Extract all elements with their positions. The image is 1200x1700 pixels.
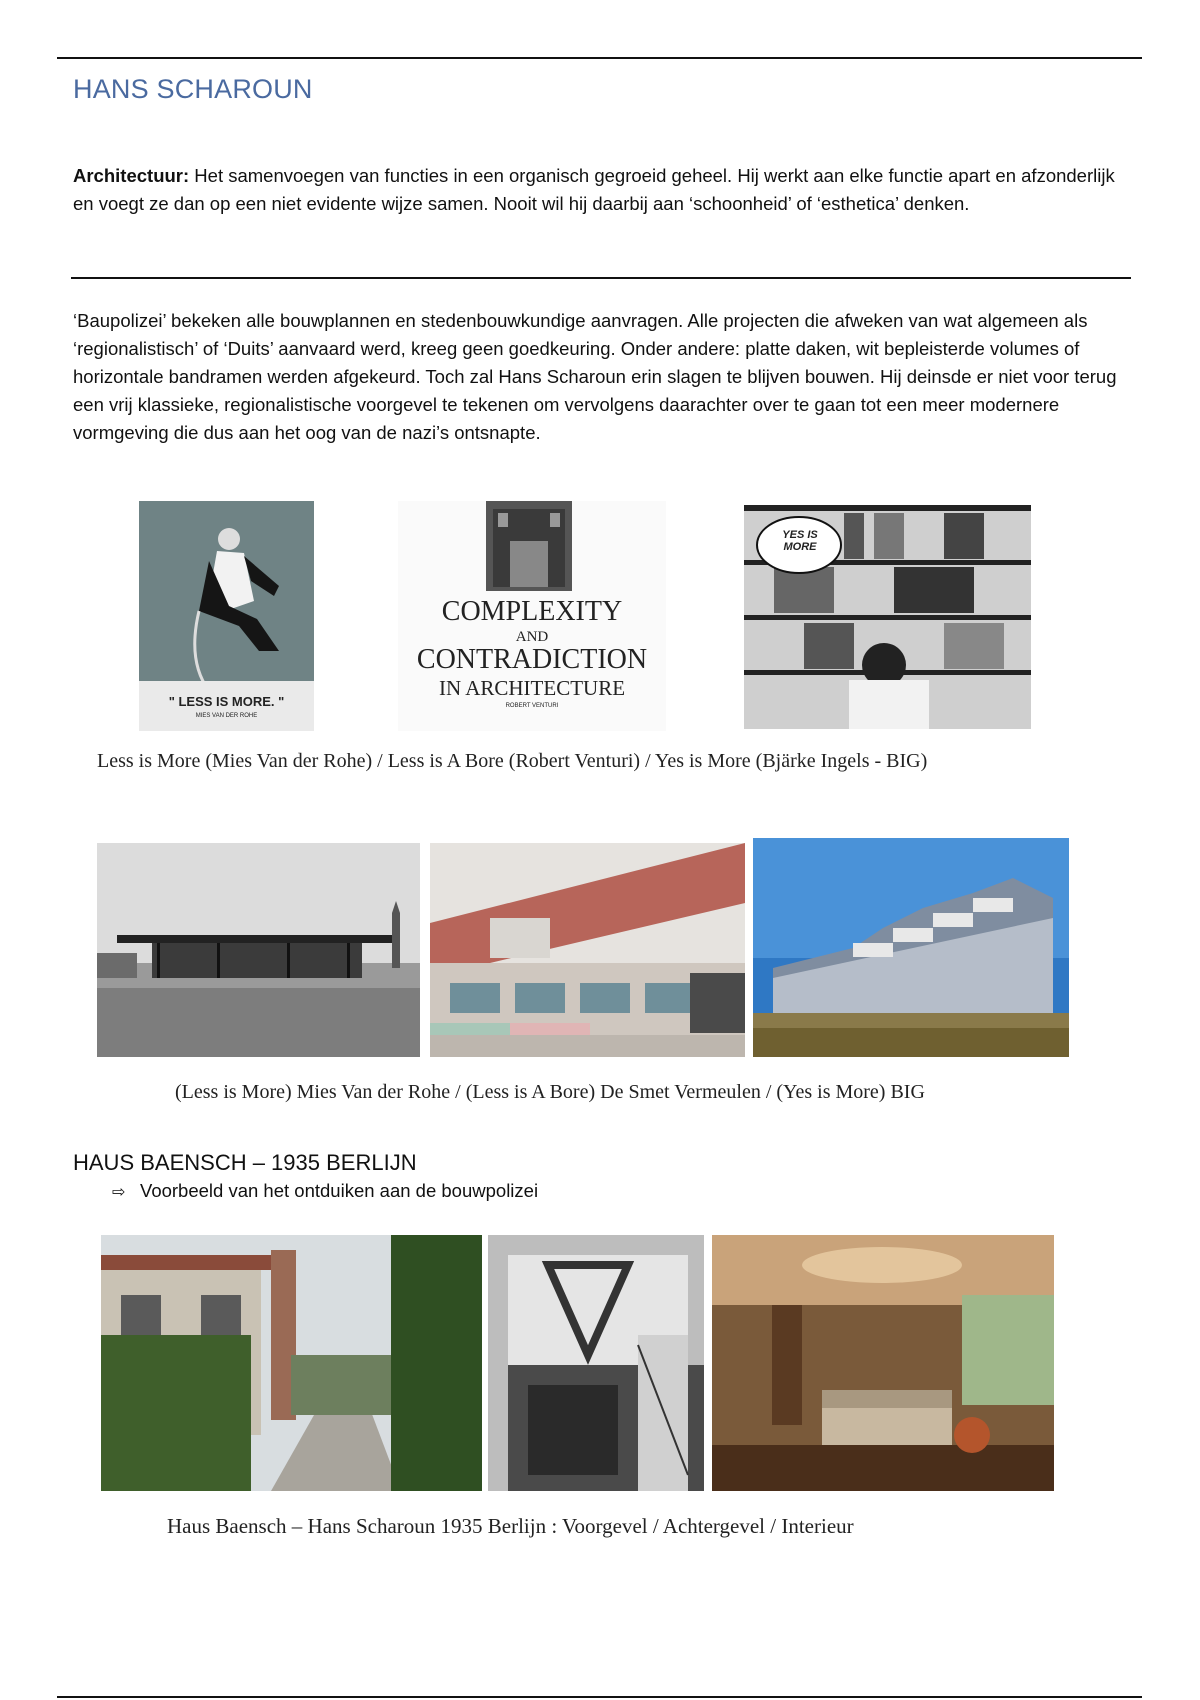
venturi-title-line3: CONTRADICTION [416, 644, 648, 675]
baupolizei-paragraph: ‘Baupolizei’ bekeken alle bouwplannen en stedenbouwkundige aanvragen. Alle projecten die afweken van wat algemeen als ‘regionalistisch’ of ‘Duits’ aanvaard werd, kreeg geen goedkeuring. Onder andere: platte daken, wit bepleisterde volumes of horizontale bandramen werden afgekeurd. Toch zal Hans Scharoun erin slagen te blijven bouwen. Hij deinsde er niet voor terug een vrij klassieke, regionalistische voorgevel te tekenen om vervolgens daarachter over te gaan tot een meer modernere vormgeving die dus aan het oog van de nazi’s ontsnapte. [73, 310, 1117, 443]
venturi-title-line4: IN ARCHITECTURE [438, 676, 626, 700]
venturi-title-line2: AND [515, 629, 549, 645]
bottom-rule [57, 1696, 1142, 1698]
section-heading-haus-baensch: HAUS BAENSCH – 1935 BERLIJN [73, 1150, 417, 1175]
architecture-paragraph [73, 162, 1123, 218]
venturi-book-image [398, 501, 666, 731]
haus-baensch-front-photo [101, 1235, 482, 1491]
haus-baensch-interior-photo [712, 1235, 1054, 1491]
page-title: HANS SCHAROUN [73, 74, 313, 104]
venturi-title-line1: COMPLEXITY [441, 596, 623, 627]
arrow-icon: ⇨ [112, 1184, 126, 1201]
school-building-illustration [430, 843, 745, 1057]
bullet-text: Voorbeeld van het ontduiken aan de bouwpolizei [140, 1180, 539, 1201]
house-front-illustration [101, 1235, 482, 1491]
big-comic-image [744, 505, 1031, 729]
mies-poster-quote: " LESS IS MORE. " [168, 694, 285, 709]
venturi-author: ROBERT VENTURI [505, 703, 559, 709]
top-rule [57, 57, 1142, 59]
mies-poster-author: MIES VAN DER ROHE [195, 713, 258, 719]
de-smet-vermeulen-photo [430, 843, 745, 1057]
mountain-building-illustration [753, 838, 1069, 1057]
living-room-illustration [712, 1235, 1054, 1491]
section-rule [71, 277, 1131, 279]
house-rear-illustration [488, 1235, 704, 1491]
bullet-item [112, 1180, 538, 1202]
architecture-label: Architectuur: [73, 165, 190, 186]
big-mountain-dwellings-photo [753, 838, 1069, 1057]
mies-poster-image [139, 501, 314, 731]
neue-nationalgalerie-photo [97, 843, 420, 1057]
architecture-text: Het samenvoegen van functies in een organisch gegroeid geheel. Hij werkt aan elke functie apart en afzonderlijk en voegt ze dan op een niet evidente wijze samen. Nooit wil hij daarbij aan ‘schoonheid’ of ‘esthetica’ denken. [73, 165, 1115, 214]
caption-row1: Less is More (Mies Van der Rohe) / Less is A Bore (Robert Venturi) / Yes is More (Bjärke Ingels - BIG) [97, 750, 928, 772]
big-speech-bubble-text: YES IS MORE [782, 529, 818, 553]
caption-row2: (Less is More) Mies Van der Rohe / (Less is A Bore) De Smet Vermeulen / (Yes is More) BIG [175, 1081, 925, 1103]
caption-row3: Haus Baensch – Hans Scharoun 1935 Berlijn : Voorgevel / Achtergevel / Interieur [167, 1514, 854, 1538]
glass-pavilion-illustration [97, 843, 420, 1057]
haus-baensch-rear-photo [488, 1235, 704, 1491]
